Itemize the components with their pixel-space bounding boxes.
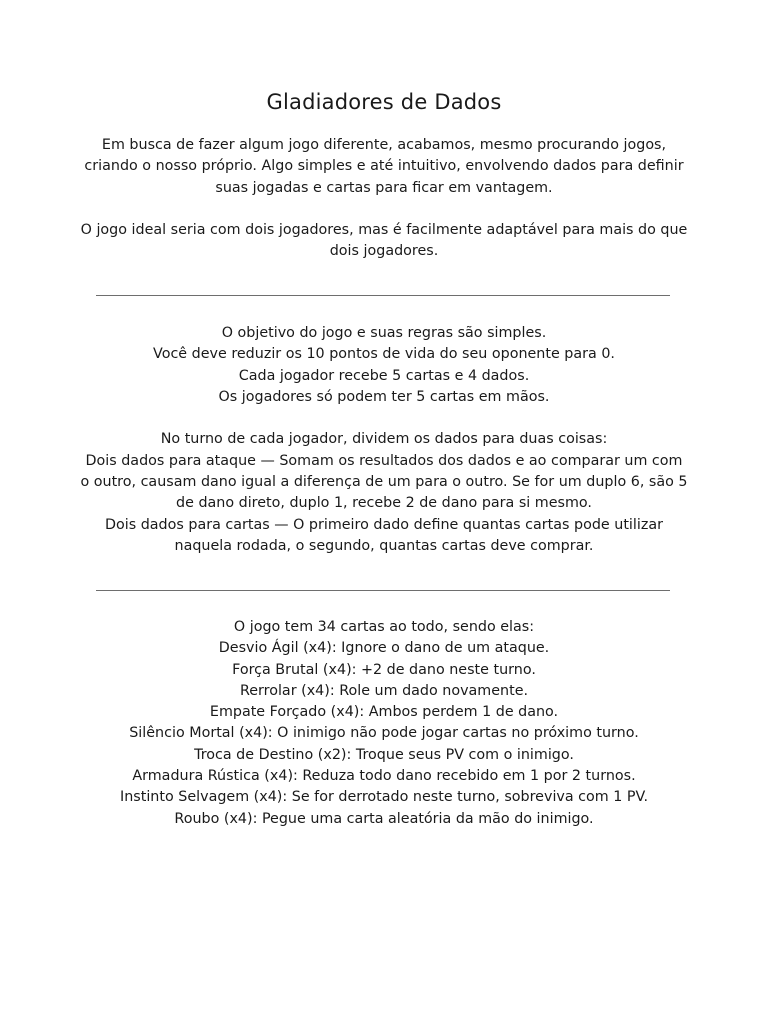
rules-section (80, 323, 688, 557)
card-item: Instinto Selvagem (x4): Se for derrotado neste turno, sobreviva com 1 PV. (120, 789, 648, 806)
page-title: Gladiadores de Dados (266, 90, 502, 114)
section-divider (96, 295, 670, 296)
section-divider (96, 590, 670, 591)
card-item: Desvio Ágil (x4): Ignore o dano de um ataque. (218, 640, 550, 657)
rules-line: Os jogadores só podem ter 5 cartas em mãos. (218, 388, 550, 405)
intro-section (80, 135, 688, 263)
card-item: Troca de Destino (x2): Troque seus PV com o inimigo. (194, 746, 574, 763)
intro-paragraph: Em busca de fazer algum jogo diferente, acabamos, mesmo procurando jogos, criando o nosso próprio. Algo simples e até intuitivo, envolvendo dados para definir suas jogadas e cartas para ficar em vantagem. (84, 137, 684, 196)
turn-intro: No turno de cada jogador, dividem os dados para duas coisas: (160, 431, 608, 448)
cards-section (80, 617, 688, 830)
intro-paragraph-players: O jogo ideal seria com dois jogadores, mas é facilmente adaptável para mais do que dois jogadores. (80, 222, 688, 260)
card-item: Rerrolar (x4): Role um dado novamente. (239, 682, 529, 699)
rules-line: Você deve reduzir os 10 pontos de vida do seu oponente para 0. (153, 346, 615, 363)
rules-line: O objetivo do jogo e suas regras são simples. (221, 325, 547, 341)
attack-rule: Dois dados para ataque — Somam os resultados dos dados e ao comparar um com o outro, causam dano igual a diferença de um para o outro. Se for um duplo 6, são 5 de dano direto, duplo 1, recebe 2 de dano para si mesmo. (80, 452, 688, 512)
card-item: Força Brutal (x4): +2 de dano neste turno. (232, 661, 536, 678)
card-item: Roubo (x4): Pegue uma carta aleatória da mão do inimigo. (174, 810, 594, 827)
cards-rule: Dois dados para cartas — O primeiro dado define quantas cartas pode utilizar naquela rodada, o segundo, quantas cartas deve comprar. (105, 516, 663, 554)
cards-intro: O jogo tem 34 cartas ao todo, sendo elas: (233, 619, 535, 635)
card-item: Silêncio Mortal (x4): O inimigo não pode jogar cartas no próximo turno. (129, 725, 639, 742)
card-item: Armadura Rústica (x4): Reduza todo dano recebido em 1 por 2 turnos. (132, 768, 636, 785)
card-item: Empate Forçado (x4): Ambos perdem 1 de dano. (209, 704, 559, 721)
rules-line: Cada jogador recebe 5 cartas e 4 dados. (238, 367, 530, 384)
